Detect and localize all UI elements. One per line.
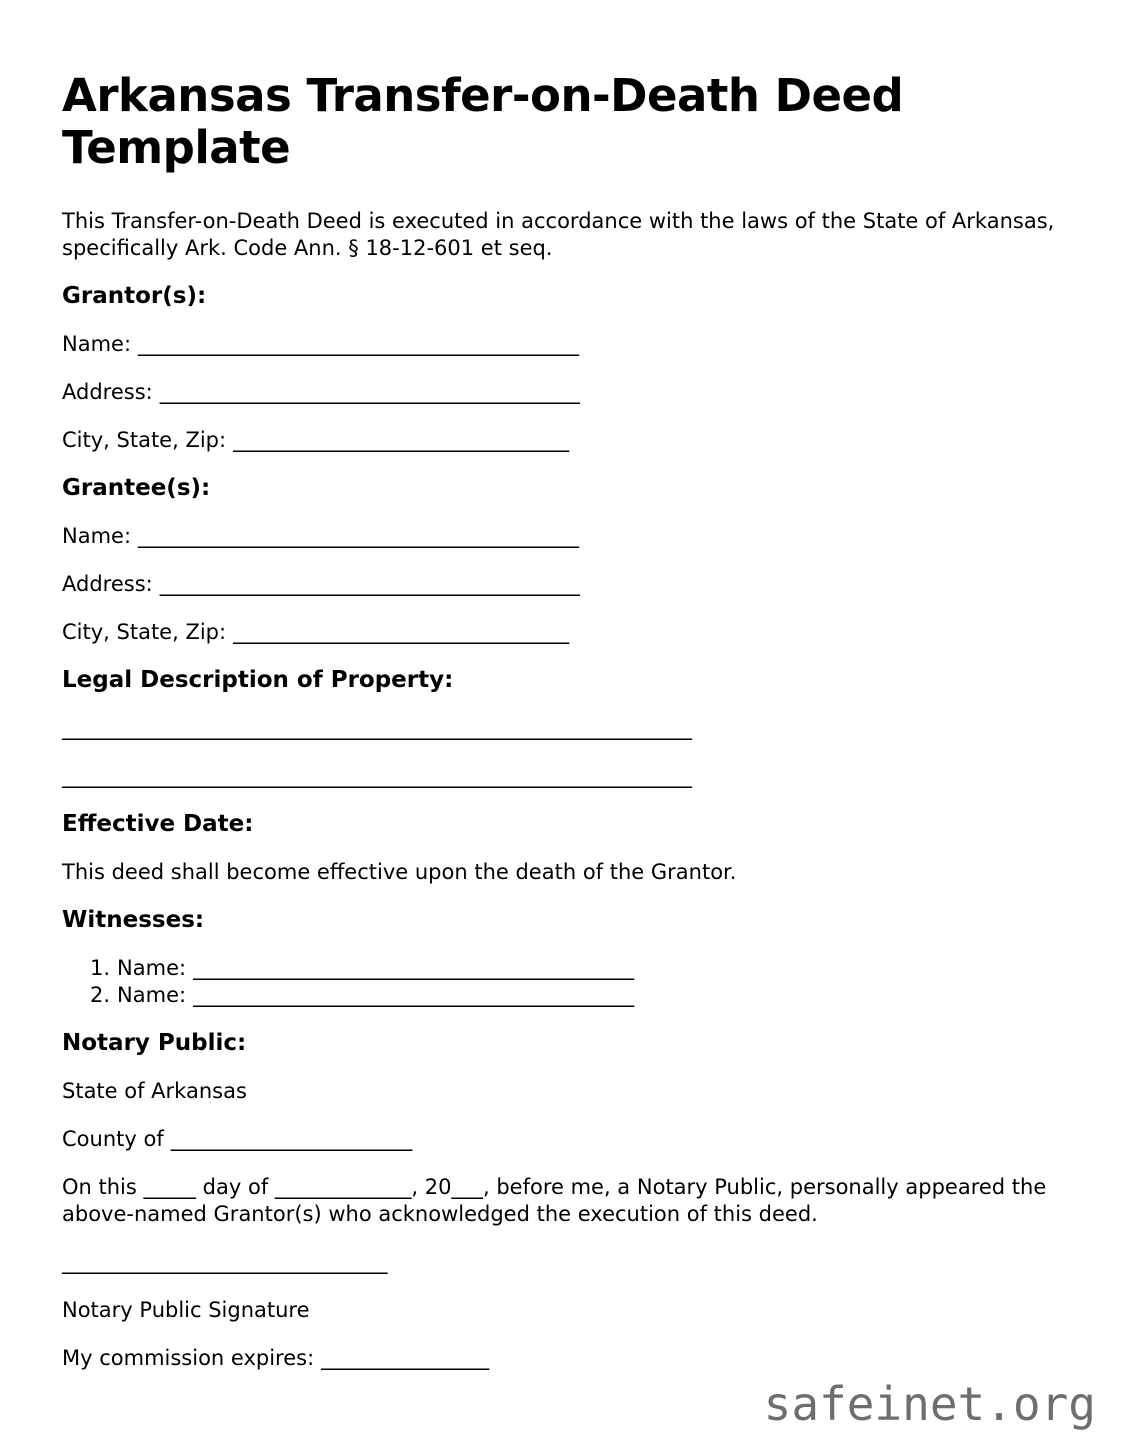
grantee-address-field (62, 571, 1062, 598)
grantee-city-state-zip-label: City, State, Zip: (62, 620, 227, 645)
witness-item-1 (90, 955, 1062, 982)
witness-1-label: Name: (117, 956, 187, 981)
effective-date-text: This deed shall become effective upon the death of the Grantor. (62, 860, 737, 885)
witness-2-label: Name: (117, 983, 187, 1008)
grantor-name-blank: __________________________________________ (138, 332, 580, 357)
watermark-safeinet: safeinet.org (763, 1377, 1096, 1431)
notary-county-label: County of (62, 1127, 164, 1152)
witnesses-heading: Witnesses: (62, 907, 205, 934)
document-title: Arkansas Transfer-on-Death Deed Template (62, 69, 904, 175)
legal-description-blank-line-2: ____________________________________________________________ (62, 764, 692, 789)
notary-county-field (62, 1126, 1062, 1153)
notary-state-text: State of Arkansas (62, 1079, 247, 1104)
grantor-city-state-zip-label: City, State, Zip: (62, 428, 227, 453)
grantee-name-blank: __________________________________________ (138, 524, 580, 549)
grantee-name-label: Name: (62, 524, 132, 549)
legal-description-heading: Legal Description of Property: (62, 667, 454, 694)
commission-expires-label: My commission expires: (62, 1346, 315, 1371)
notary-signature-line: _______________________________ (62, 1250, 388, 1275)
commission-expires-blank: ________________ (321, 1346, 490, 1371)
intro-paragraph: This Transfer-on-Death Deed is executed in accordance with the laws of the State of Arkansas, specifically Ark. Code Ann. § 18-12-601 et seq. (62, 209, 1055, 261)
grantee-city-state-zip-field (62, 619, 1062, 646)
notary-county-blank: _______________________ (170, 1127, 413, 1152)
grantee-address-label: Address: (62, 572, 153, 597)
commission-expires-field (62, 1345, 1062, 1372)
notary-acknowledgment-text: On this _____ day of _____________, 20___, before me, a Notary Public, personally appeared the above-named Grantor(s) who acknowledged the execution of this deed. (62, 1175, 1047, 1227)
grantor-city-state-zip-field (62, 427, 1062, 454)
witness-2-number: 2. (90, 983, 111, 1008)
notary-signature-caption: Notary Public Signature (62, 1298, 310, 1323)
grantee-heading: Grantee(s): (62, 475, 211, 502)
witness-1-blank: __________________________________________ (193, 956, 635, 981)
grantee-name-field (62, 523, 1062, 550)
grantor-address-blank: ________________________________________ (159, 380, 580, 405)
grantor-address-label: Address: (62, 380, 153, 405)
grantor-name-field (62, 331, 1062, 358)
grantee-city-state-zip-blank: ________________________________ (233, 620, 570, 645)
witness-1-number: 1. (90, 956, 111, 981)
grantor-heading: Grantor(s): (62, 283, 207, 310)
witness-list (62, 955, 1062, 1009)
notary-public-heading: Notary Public: (62, 1030, 247, 1057)
legal-description-blank-line-1: ____________________________________________________________ (62, 716, 692, 741)
grantee-address-blank: ________________________________________ (159, 572, 580, 597)
effective-date-heading: Effective Date: (62, 811, 254, 838)
grantor-address-field (62, 379, 1062, 406)
witness-item-2 (90, 982, 1062, 1009)
grantor-city-state-zip-blank: ________________________________ (233, 428, 570, 453)
grantor-name-label: Name: (62, 332, 132, 357)
witness-2-blank: __________________________________________ (193, 983, 635, 1008)
